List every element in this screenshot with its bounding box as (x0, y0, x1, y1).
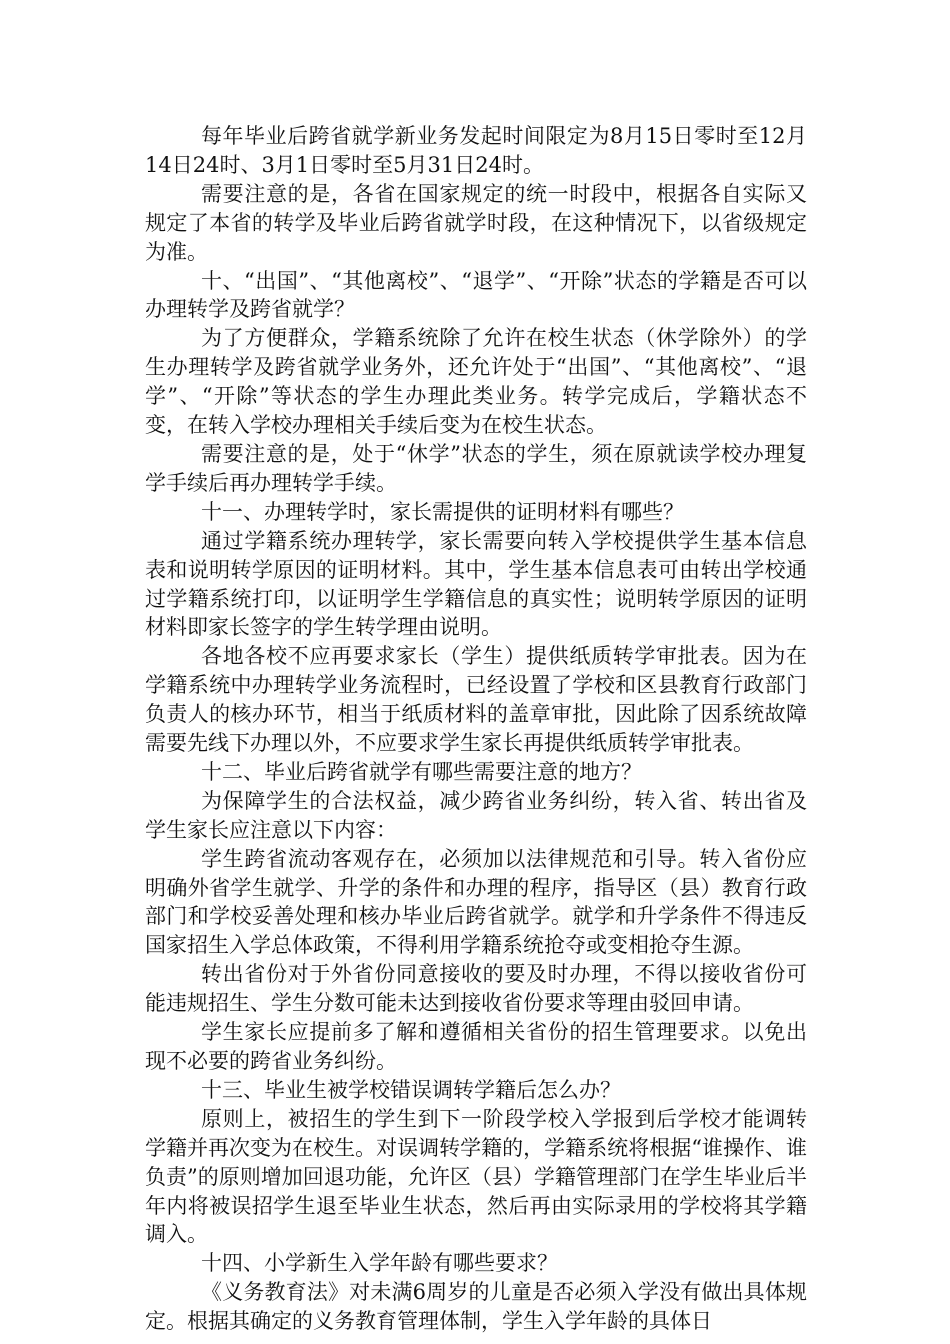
paragraph-7: 为保障学生的合法权益，减少跨省业务纠纷，转入省、转出省及学生家长应注意以下内容： (145, 788, 807, 842)
paragraph-11: 原则上，被招生的学生到下一阶段学校入学报到后学校才能调转学籍并再次变为在校生。对误调转学籍的，学籍系统将根据“谁操作、谁负责”的原则增加回退功能，允许区（县）学籍管理部门在学生毕业后半年内将被误招学生退至毕业生状态，然后再由实际录用的学校将其学籍调入。 (145, 1106, 807, 1247)
paragraph-4: 需要注意的是，处于“休学”状态的学生，须在原就读学校办理复学手续后再办理转学手续。 (145, 441, 807, 495)
paragraph-12: 《义务教育法》对未满6周岁的儿童是否必须入学没有做出具体规定。根据其确定的义务教育管理体制，学生入学年龄的具体日 (145, 1280, 807, 1334)
section-heading-14: 十四、小学新生入学年龄有哪些要求？ (201, 1251, 558, 1276)
paragraph-1: 每年毕业后跨省就学新业务发起时间限定为8月15日零时至12月14日24时、3月1日零时至5月31日24时。 (145, 124, 807, 177)
paragraph-10: 学生家长应提前多了解和遵循相关省份的招生管理要求。以免出现不必要的跨省业务纠纷。 (145, 1020, 807, 1073)
paragraph-5: 通过学籍系统办理转学，家长需要向转入学校提供学生基本信息表和说明转学原因的证明材料。其中，学生基本信息表可由转出学校通过学籍系统打印，以证明学生学籍信息的真实性；说明转学原因的证明材料即家长签字的学生转学理由说明。 (145, 528, 807, 640)
paragraph-3: 为了方便群众，学籍系统除了允许在校生状态（休学除外）的学生办理转学及跨省就学业务外，还允许处于“出国”、“其他离校”、“退学”、“开除”等状态的学生办理此类业务。转学完成后，学籍状态不变，在转入学校办理相关手续后变为在校生状态。 (145, 326, 807, 438)
section-heading-12: 十二、毕业后跨省就学有哪些需要注意的地方？ (201, 759, 642, 784)
section-heading-10: 十、“出国”、“其他离校”、“退学”、“开除”状态的学籍是否可以办理转学及跨省就学？ (145, 268, 807, 322)
section-heading-11: 十一、办理转学时，家长需提供的证明材料有哪些？ (201, 499, 684, 524)
document-body (145, 122, 807, 1336)
paragraph-2: 需要注意的是，各省在国家规定的统一时段中，根据各自实际又规定了本省的转学及毕业后跨省就学时段，在这种情况下，以省级规定为准。 (145, 181, 807, 264)
paragraph-6: 各地各校不应再要求家长（学生）提供纸质转学审批表。因为在学籍系统中办理转学业务流程时，已经设置了学校和区县教育行政部门负责人的核办环节，相当于纸质材料的盖章审批，因此除了因系统故障需要先线下办理以外，不应要求学生家长再提供纸质转学审批表。 (145, 644, 807, 756)
section-heading-13: 十三、毕业生被学校错误调转学籍后怎么办？ (201, 1077, 621, 1102)
paragraph-9: 转出省份对于外省份同意接收的要及时办理，不得以接收省份可能违规招生、学生分数可能未达到接收省份要求等理由驳回申请。 (145, 962, 807, 1016)
paragraph-8: 学生跨省流动客观存在，必须加以法律规范和引导。转入省份应明确外省学生就学、升学的条件和办理的程序，指导区（县）教育行政部门和学校妥善处理和核办毕业后跨省就学。就学和升学条件不得违反国家招生入学总体政策，不得利用学籍系统抢夺或变相抢夺生源。 (145, 846, 807, 958)
